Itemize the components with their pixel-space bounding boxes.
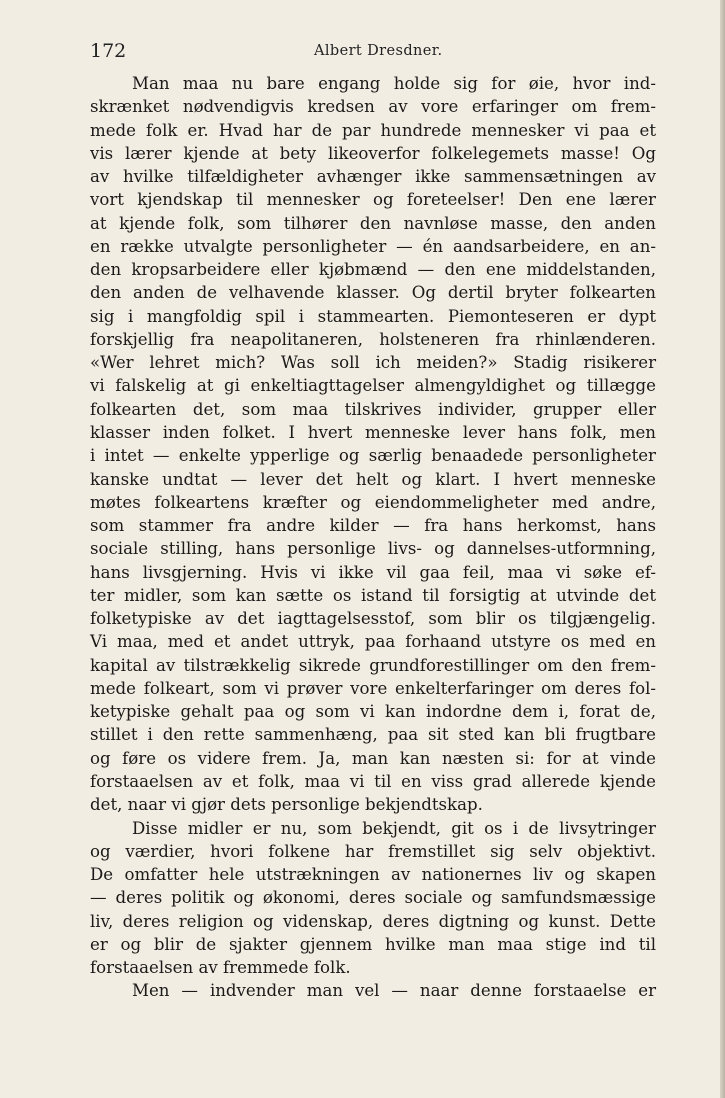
text-line: kapital av tilstrækkelig sikrede grundforestillinger om den frem- bbox=[90, 655, 656, 675]
text-line: vi falskelig at gi enkeltiagttagelser almengyldighet og tillægge bbox=[90, 376, 656, 396]
page-header bbox=[90, 40, 655, 64]
text-line: sig i mangfoldig spil i stammearten. Piemonteseren er dypt bbox=[90, 306, 656, 326]
text-line: «Wer lehret mich? Was soll ich meiden?» Stadig risikerer bbox=[90, 353, 656, 373]
text-line: og føre os videre frem. Ja, man kan næsten si: for at vinde bbox=[90, 748, 656, 768]
body-text bbox=[90, 72, 656, 1003]
text-line: Disse midler er nu, som bekjendt, git os i de livsytringer bbox=[132, 818, 656, 838]
text-line: den kropsarbeidere eller kjøbmænd — den ene middelstanden, bbox=[90, 260, 656, 280]
text-line: at kjende folk, som tilhører den navnløse masse, den anden bbox=[90, 213, 656, 233]
text-line: klasser inden folket. I hvert menneske lever hans folk, men bbox=[90, 422, 656, 442]
text-line: Vi maa, med et andet uttryk, paa forhaand utstyre os med en bbox=[90, 632, 656, 652]
text-line: en række utvalgte personligheter — én aandsarbeidere, en an- bbox=[90, 236, 656, 256]
text-line: folketypiske av det iagttagelsesstof, som blir os tilgjængelig. bbox=[90, 609, 656, 629]
text-line: stillet i den rette sammenhæng, paa sit sted kan bli frugtbare bbox=[90, 725, 656, 745]
text-line: — deres politik og økonomi, deres sociale og samfundsmæssige bbox=[90, 888, 656, 908]
text-line: i intet — enkelte ypperlige og særlig benaadede personligheter bbox=[90, 446, 656, 466]
text-line: og værdier, hvori folkene har fremstillet sig selv objektivt. bbox=[90, 841, 656, 861]
text-line: folkearten det, som maa tilskrives individer, grupper eller bbox=[90, 399, 656, 419]
text-line: ter midler, som kan sætte os istand til forsigtig at utvinde det bbox=[90, 585, 656, 605]
text-line: forstaaelsen av et folk, maa vi til en viss grad allerede kjende bbox=[90, 771, 656, 791]
text-line: forskjellig fra neapolitaneren, holsteneren fra rhinlænderen. bbox=[90, 329, 656, 349]
text-line: Men — indvender man vel — naar denne forstaaelse er bbox=[132, 981, 656, 1001]
text-line: skrænket nødvendigvis kredsen av vore erfaringer om frem- bbox=[90, 97, 656, 117]
text-line: sociale stilling, hans personlige livs- og dannelses-utformning, bbox=[90, 539, 656, 559]
text-line: ketypiske gehalt paa og som vi kan indordne dem i, forat de, bbox=[90, 702, 656, 722]
text-line: den anden de velhavende klasser. Og dertil bryter folkearten bbox=[90, 283, 656, 303]
text-line: Man maa nu bare engang holde sig for øie, hvor ind- bbox=[132, 74, 656, 93]
text-line: av hvilke tilfældigheter avhænger ikke sammensætningen av bbox=[90, 167, 656, 187]
text-line: liv, deres religion og videnskap, deres digtning og kunst. Dette bbox=[90, 911, 656, 931]
text-line: De omfatter hele utstrækningen av nationernes liv og skapen bbox=[90, 865, 656, 885]
text-line: forstaaelsen av fremmede folk. bbox=[90, 958, 351, 978]
text-line: mede folkeart, som vi prøver vore enkelterfaringer om deres fol- bbox=[90, 678, 656, 698]
text-line: som stammer fra andre kilder — fra hans herkomst, hans bbox=[90, 516, 656, 536]
text-line: vis lærer kjende at bety likeoverfor folkelegemets masse! Og bbox=[90, 143, 656, 163]
running-head: Albert Dresdner. bbox=[314, 43, 443, 59]
text-line: vort kjendskap til mennesker og foreteelser! Den ene lærer bbox=[90, 190, 656, 210]
text-line: det, naar vi gjør dets personlige bekjendtskap. bbox=[90, 795, 483, 815]
page-number: 172 bbox=[90, 40, 127, 62]
text-line: mede folk er. Hvad har de par hundrede mennesker vi paa et bbox=[90, 120, 656, 140]
text-line: kanske undtat — lever det helt og klart. I hvert menneske bbox=[90, 469, 656, 489]
text-line: møtes folkeartens kræfter og eiendommeligheter med andre, bbox=[90, 492, 656, 512]
text-line: hans livsgjerning. Hvis vi ikke vil gaa feil, maa vi søke ef- bbox=[90, 562, 656, 582]
page-edge bbox=[720, 0, 725, 1098]
text-line: er og blir de sjakter gjennem hvilke man maa stige ind til bbox=[90, 934, 656, 954]
